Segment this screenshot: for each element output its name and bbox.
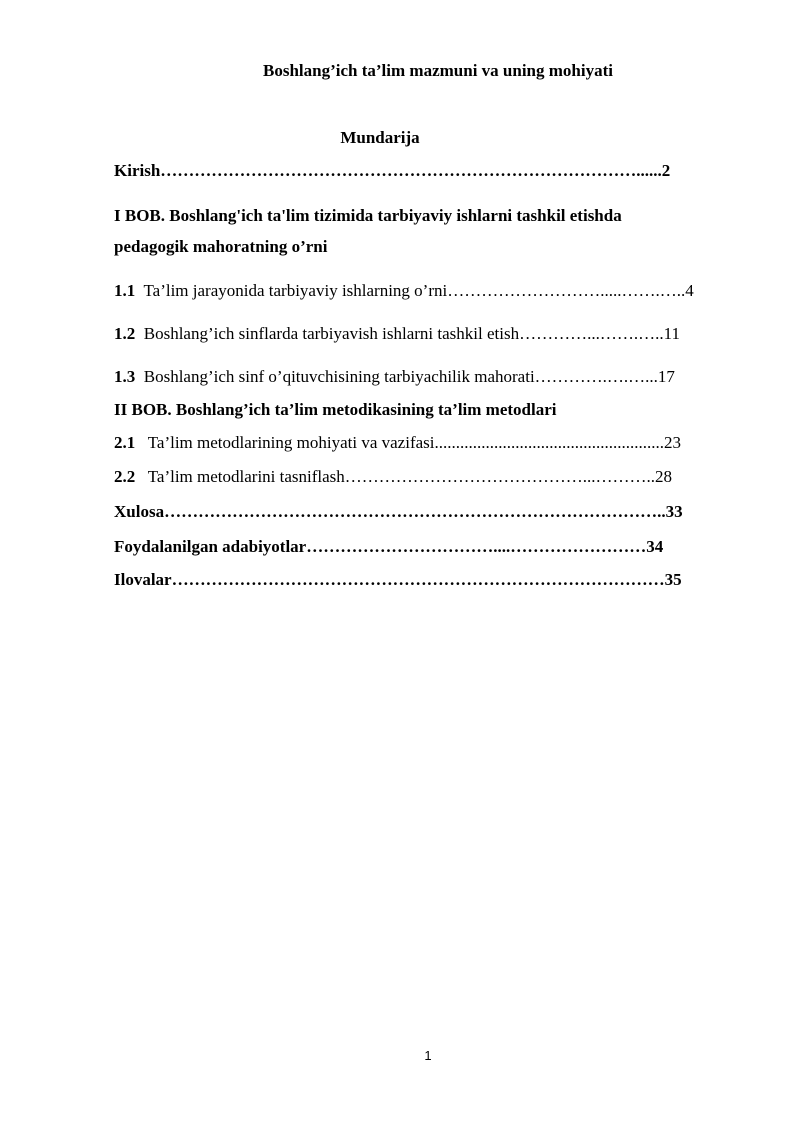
toc-entry-1-1 [114,281,694,301]
toc-entry-text: Ta’lim jarayonida tarbiyaviy ishlarning o’rni……………………….....…….…..4 [143,281,694,300]
document-title: Boshlang’ich ta’lim mazmuni va uning mohiyati [263,61,613,80]
toc-entry-number: 2.2 [114,467,136,486]
toc-entry-number: 1.1 [114,281,136,300]
toc-entry-1-3 [114,367,675,387]
toc-entry-2-1 [114,433,681,453]
toc-entry-number: 2.1 [114,433,136,452]
page-number: 1 [424,1048,432,1063]
toc-entry-text: Ta’lim metodlarining mohiyati va vazifasi......................................................23 [147,433,681,452]
toc-entry-text: Boshlang’ich sinf o’qituvchisining tarbiyachilik mahorati………….….…...17 [143,367,675,386]
toc-entry-number: 1.2 [114,324,136,343]
toc-heading: Mundarija [340,128,420,147]
toc-entry-1-2 [114,324,680,344]
toc-chapter-1-line-2: pedagogik mahoratning o’rni [114,237,328,256]
toc-chapter-2: II BOB. Boshlang’ich ta’lim metodikasining ta’lim metodlari [114,400,557,419]
toc-entry-text: Boshlang’ich sinflarda tarbiyavish ishlarni tashkil etish…………...…….…..11 [143,324,680,343]
toc-entry-text: Ta’lim metodlarini tasniflash……………………………………...………..28 [147,467,673,486]
toc-entry-foydalanilgan-adabiyotlar: Foydalanilgan adabiyotlar……………………………....……………………34 [114,537,664,556]
toc-entry-kirish: Kirish…………………………………………………………………………......2 [114,161,671,180]
toc-entry-2-2 [114,467,672,487]
toc-chapter-1-line-1: I BOB. Boshlang'ich ta'lim tizimida tarbiyaviy ishlarni tashkil etishda [114,206,622,225]
toc-entry-number: 1.3 [114,367,136,386]
toc-entry-xulosa: Xulosa……………………………………………………………………………..33 [114,502,683,521]
toc-entry-ilovalar: Ilovalar……………………………………………………………………………35 [114,570,682,589]
